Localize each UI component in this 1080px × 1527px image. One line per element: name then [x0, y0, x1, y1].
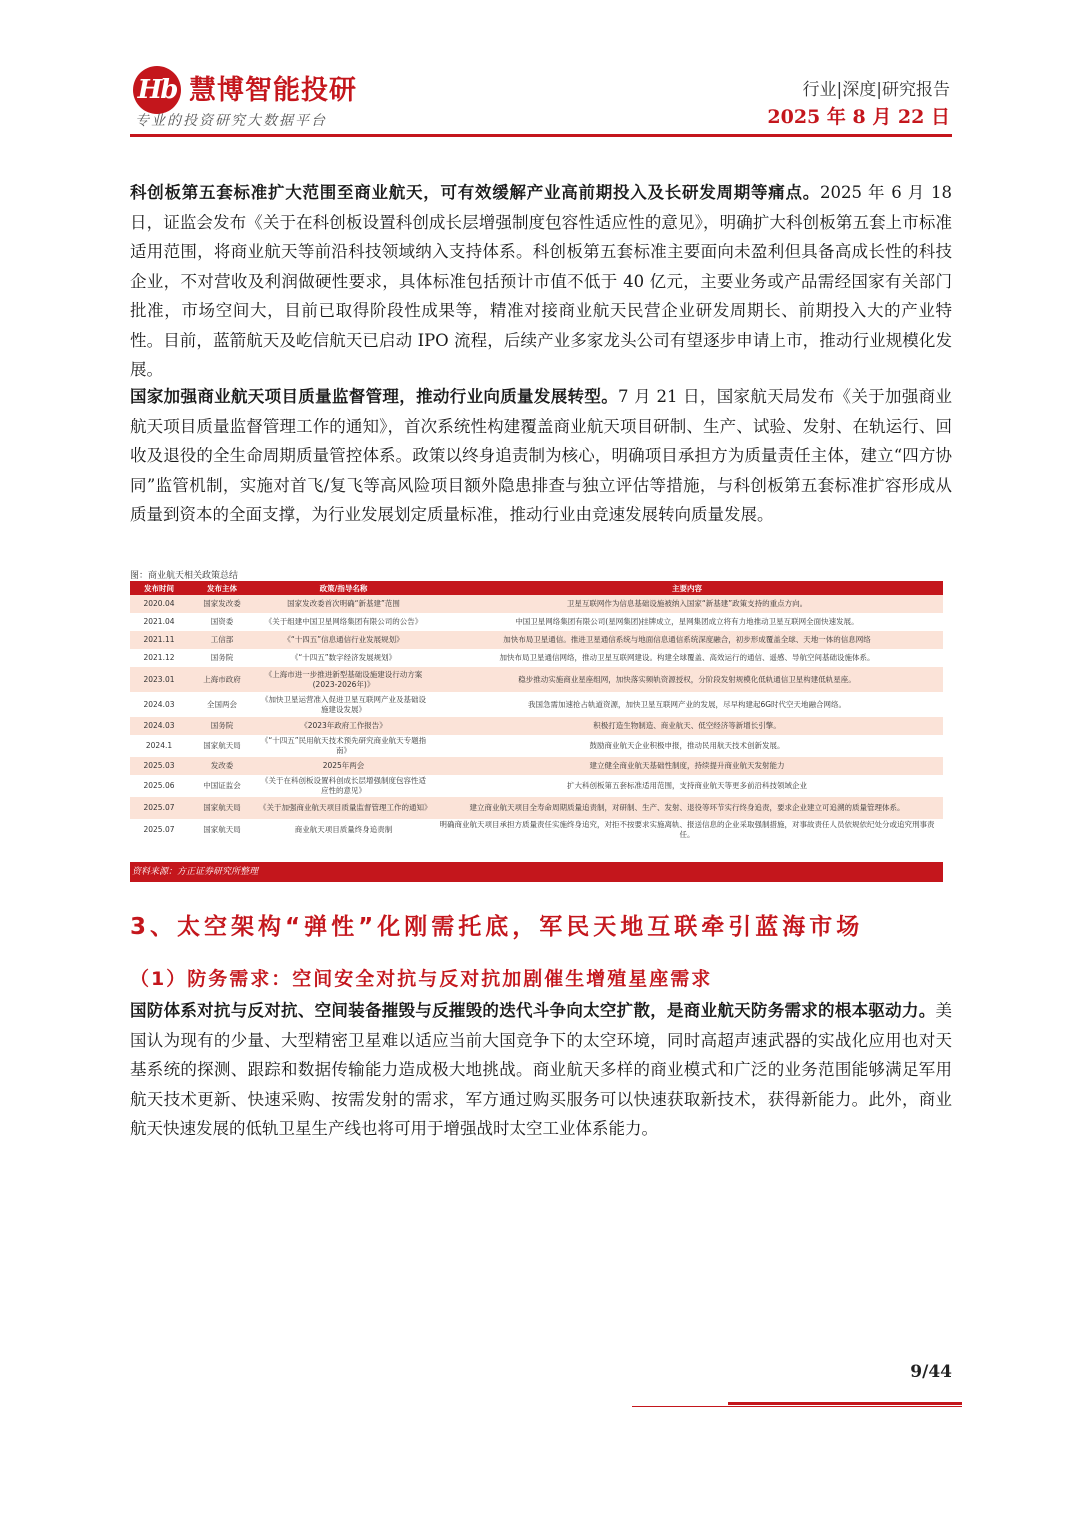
table-row	[130, 819, 943, 841]
paragraph-lead: 国防体系对抗与反对抗、空间装备摧毁与反摧毁的迭代斗争向太空扩散，是商业航天防务需求的根本驱动力。	[130, 1001, 936, 1020]
paragraph-body: 7 月 21 日，国家航天局发布《关于加强商业航天项目质量监督管理工作的通知》，首次系统性构建覆盖商业航天项目研制、生产、试验、发射、在轨运行、回收及退役的全生命周期质量管控体系。政策以终身追责制为核心，明确项目承担方为质量责任主体，建立“四方协同”监管机制，实施对首飞/复飞等高风险项目额外隐患排查与独立评估等措施，与科创板第五套标准扩容形成从质量到资本的全面支撑，为行业发展划定质量标准，推动行业由竞速发展转向质量发展。	[130, 387, 952, 524]
table-row	[130, 649, 943, 667]
table-cell: 《上海市进一步推进新型基础设施建设行动方案(2023-2026年)》	[256, 667, 431, 692]
footer-divider-thin	[632, 1406, 962, 1407]
policy-table	[130, 581, 943, 841]
table-cell: 2021.12	[130, 649, 188, 667]
table-row	[130, 667, 943, 692]
report-category: 行业|深度|研究报告	[802, 80, 950, 100]
table-cell: 国家航天局	[188, 819, 256, 841]
table-row	[130, 692, 943, 717]
table-caption: 图：商业航天相关政策总结	[130, 571, 239, 581]
brand-logo	[133, 62, 393, 132]
table-header-cell: 政策/指导名称	[256, 581, 431, 595]
table-cell: 卫星互联网作为信息基础设施被纳入国家“新基建”政策支持的重点方向。	[431, 595, 943, 613]
paragraph-body: 美国认为现有的少量、大型精密卫星难以适应当前大国竞争下的太空环境，同时高超声速武器的实战化应用也对天基系统的探测、跟踪和数据传输能力造成极大地挑战。商业航天多样的商业模式和广泛的业务范围能够满足军用航天技术更新、快速采购、按需发射的需求，军方通过购买服务可以快速获取新技术，获得新能力。此外，商业航天快速发展的低轨卫星生产线也将可用于增强战时太空工业体系能力。	[130, 1001, 952, 1138]
table-cell: 上海市政府	[188, 667, 256, 692]
table-row	[130, 797, 943, 819]
table-cell: 国资委	[188, 613, 256, 631]
paragraph-defense-demand	[130, 996, 952, 1144]
table-cell: 2021.04	[130, 613, 188, 631]
paragraph-star-market	[130, 178, 952, 385]
table-row	[130, 757, 943, 775]
table-cell: 工信部	[188, 631, 256, 649]
table-header-cell: 发布主体	[188, 581, 256, 595]
table-cell: 《“十四五”信息通信行业发展规划》	[256, 631, 431, 649]
paragraph-lead: 科创板第五套标准扩大范围至商业航天，可有效缓解产业高前期投入及长研发周期等痛点。	[130, 183, 821, 202]
table-row	[130, 631, 943, 649]
header-meta	[767, 78, 950, 132]
table-header-cell: 发布时间	[130, 581, 188, 595]
table-cell: 国务院	[188, 649, 256, 667]
table-cell: 发改委	[188, 757, 256, 775]
table-cell: 2023.01	[130, 667, 188, 692]
table-cell: 国家航天局	[188, 797, 256, 819]
table-cell: 国家发改委	[188, 595, 256, 613]
table-cell: 2024.03	[130, 717, 188, 735]
table-row	[130, 595, 943, 613]
table-cell: 全国两会	[188, 692, 256, 717]
table-cell: 2025.07	[130, 819, 188, 841]
paragraph-quality-supervision	[130, 382, 952, 530]
report-date: 2025 年 8 月 22 日	[767, 106, 950, 128]
table-cell: 国家发改委首次明确“新基建”范围	[256, 595, 431, 613]
table-cell: 明确商业航天项目承担方质量责任实施终身追究，对拒不按要求实施离轨、报送信息的企业采取强制措施，对事故责任人员依规依纪处分或追究刑事责任。	[431, 819, 943, 841]
header-divider	[130, 134, 952, 137]
table-source-text: 资料来源：方正证券研究所整理	[132, 867, 259, 877]
page-number: 9/44	[910, 1362, 952, 1382]
footer-divider-thick	[728, 1402, 962, 1405]
table-cell: 国务院	[188, 717, 256, 735]
table-cell: 2021.11	[130, 631, 188, 649]
table-row	[130, 775, 943, 797]
table-cell: 鼓励商业航天企业积极申报，推动民用航天技术创新发展。	[431, 735, 943, 757]
table-cell: 《“十四五”民用航天技术预先研究商业航天专题指南》	[256, 735, 431, 757]
table-cell: 《加快卫星运营准入促进卫星互联网产业及基础设施建设发展》	[256, 692, 431, 717]
logo-slogan: 专业的投资研究大数据平台	[135, 113, 327, 129]
table-cell: 《2023年政府工作报告》	[256, 717, 431, 735]
table-cell: 《“十四五”数字经济发展规划》	[256, 649, 431, 667]
table-row	[130, 735, 943, 757]
table-cell: 建立健全商业航天基础性制度，持续提升商业航天发射能力	[431, 757, 943, 775]
table-cell: 2024.03	[130, 692, 188, 717]
table-cell: 商业航天项目质量终身追责制	[256, 819, 431, 841]
paragraph-lead: 国家加强商业航天项目质量监督管理，推动行业向质量发展转型。	[130, 387, 619, 406]
table-cell: 《关于在科创板设置科创成长层增强制度包容性适应性的意见》	[256, 775, 431, 797]
table-cell: 《关于加强商业航天项目质量监督管理工作的通知》	[256, 797, 431, 819]
table-cell: 积极打造生物制造、商业航天、低空经济等新增长引擎。	[431, 717, 943, 735]
table-header-row	[130, 581, 943, 595]
table-cell: 2020.04	[130, 595, 188, 613]
paragraph-body: 2025 年 6 月 18 日，证监会发布《关于在科创板设置科创成长层增强制度包容性适应性的意见》，明确扩大科创板第五套上市标准适用范围，将商业航天等前沿科技领域纳入支持体系。科创板第五套标准主要面向未盈利但具备高成长性的科技企业，不对营收及利润做硬性要求，具体标准包括预计市值不低于 40 亿元，主要业务或产品需经国家有关部门批准，市场空间大，目前已取得阶段性成果等，精准对接商业航天民营企业研发周期长、前期投入大的产业特性。目前，蓝箭航天及屹信航天已启动 IPO 流程，后续产业多家龙头公司有望逐步申请上市，推动行业规模化发展。	[130, 183, 952, 379]
table-cell: 我国急需加速抢占轨道资源，加快卫星互联网产业的发展，尽早构建起6G时代空天地融合网络。	[431, 692, 943, 717]
table-cell: 建立商业航天项目全寿命周期质量追责制，对研制、生产、发射、退役等环节实行终身追责，要求企业建立可追溯的质量管理体系。	[431, 797, 943, 819]
table-cell: 2025.07	[130, 797, 188, 819]
table-cell: 2025.06	[130, 775, 188, 797]
table-source	[130, 862, 943, 882]
table-cell: 加快布局卫星通信网络，推动卫星互联网建设。构建全球覆盖、高效运行的通信、遥感、导航空间基础设施体系。	[431, 649, 943, 667]
table-cell: 扩大科创板第五套标准适用范围，支持商业航天等更多前沿科技领域企业	[431, 775, 943, 797]
table-cell: 《关于组建中国卫星网络集团有限公司的公告》	[256, 613, 431, 631]
table-cell: 国家航天局	[188, 735, 256, 757]
table-cell: 加快布局卫星通信。推进卫星通信系统与地面信息通信系统深度融合，初步形成覆盖全球、天地一体的信息网络	[431, 631, 943, 649]
table-cell: 2024.1	[130, 735, 188, 757]
table-cell: 稳步推动实施商业星座组网，加快落实频轨资源授权，分阶段发射规模化低轨通信卫星构建低轨星座。	[431, 667, 943, 692]
section-heading: 3、太空架构“弹性”化刚需托底，军民天地互联牵引蓝海市场	[130, 914, 864, 940]
table-cell: 中国卫星网络集团有限公司(星网集团)挂牌成立，星网集团成立将有力地推动卫星互联网全面快速发展。	[431, 613, 943, 631]
logo-mark-icon: Hb	[133, 66, 181, 114]
sub-heading: （1）防务需求：空间安全对抗与反对抗加剧催生增殖星座需求	[130, 968, 713, 990]
table-row	[130, 717, 943, 735]
table-cell: 2025.03	[130, 757, 188, 775]
table-cell: 2025年两会	[256, 757, 431, 775]
table-cell: 中国证监会	[188, 775, 256, 797]
table-header-cell: 主要内容	[431, 581, 943, 595]
table-row	[130, 613, 943, 631]
logo-text: 慧博智能投研	[189, 75, 357, 106]
